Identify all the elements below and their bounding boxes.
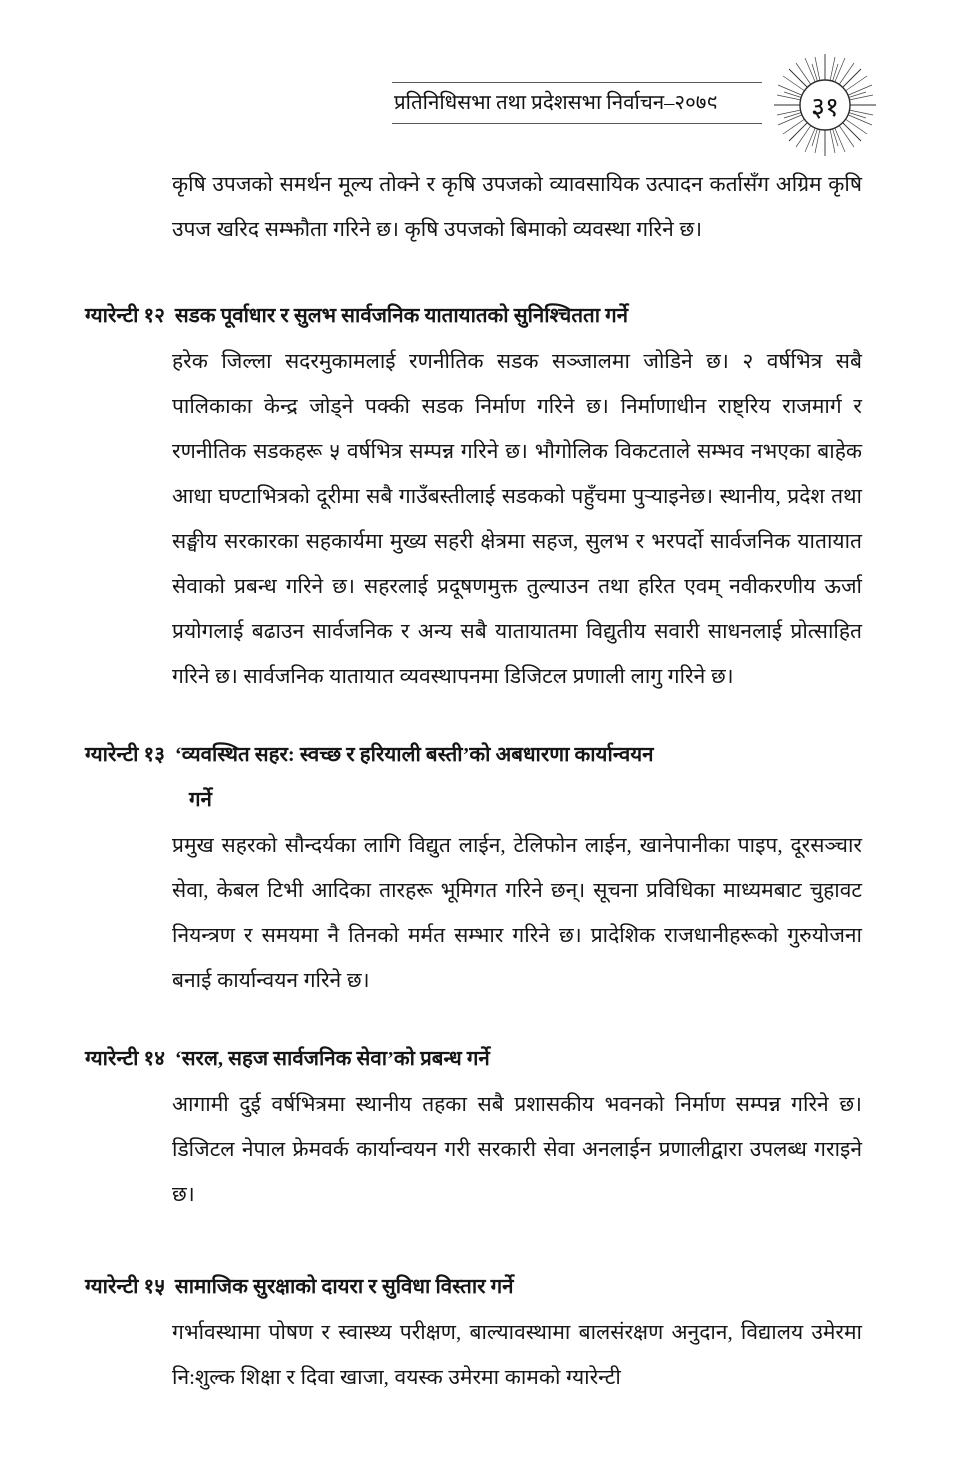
section-14-body: आगामी दुई वर्षभित्रमा स्थानीय तहका सबै प्रशासकीय भवनको निर्माण सम्पन्न गरिने छ। डिजिटल नेपाल फ्रेमवर्क कार्यान्वयन गरी सरकारी सेवा अनलाईन प्रणालीद्वारा उपलब्ध गराइने छ।	[172, 1092, 862, 1206]
header-title: प्रतिनिधिसभा तथा प्रदेशसभा निर्वाचन–२०७९	[394, 92, 718, 114]
section-13-title-continued: गर्ने	[189, 789, 212, 811]
header-title-block	[392, 82, 762, 124]
section-guarantee-14	[0, 1037, 975, 1217]
section-12-heading	[0, 294, 975, 339]
section-14-title: ‘सरल, सहज सार्वजनिक सेवा’को प्रबन्ध गर्ने	[174, 1048, 490, 1070]
section-13-body: प्रमुख सहरको सौन्दर्यका लागि विद्युत लाईन, टेलिफोन लाईन, खानेपानीका पाइप, दूरसञ्चार सेवा, केबल टिभी आदिका तारहरू भूमिगत गरिने छन्। सूचना प्रविधिका माध्यमबाट चुहावट नियन्त्रण र समयमा नै तिनको मर्मत सम्भार गरिने छ। प्रादेशिक राजधानीहरूको गुरुयोजना बनाई कार्यान्वयन गरिने छ।	[172, 833, 862, 992]
spacer	[0, 252, 975, 294]
section-12-body: हरेक जिल्ला सदरमुकामलाई रणनीतिक सडक सञ्जालमा जोडिने छ। २ वर्षभित्र सबै पालिकाका केन्द्र जोड्ने पक्की सडक निर्माण गरिने छ। निर्माणाधीन राष्ट्रिय राजमार्ग र रणनीतिक सडकहरू ५ वर्षभित्र सम्पन्न गरिने छ। भौगोलिक विकटताले सम्भव नभएका बाहेक आधा घण्टाभित्रको दूरीमा सबै गाउँबस्तीलाई सडकको पहुँचमा पुऱ्याइनेछ। स्थानीय, प्रदेश तथा सङ्घीय सरकारका सहकार्यमा मुख्य सहरी क्षेत्रमा सहज, सुलभ र भरपर्दो सार्वजनिक यातायात सेवाको प्रबन्ध गरिने छ। सहरलाई प्रदूषणमुक्त तुल्याउन तथा हरित एवम् नवीकरणीय ऊर्जा प्रयोगलाई बढाउन सार्वजनिक र अन्य सबै यातायातमा विद्युतीय सवारी साधनलाई प्रोत्साहित गरिने छ। सार्वजनिक यातायात व्यवस्थापनमा डिजिटल प्रणाली लागु गरिने छ।	[172, 349, 862, 688]
section-14-heading	[0, 1037, 975, 1082]
section-guarantee-13	[0, 733, 975, 1003]
section-15-label: ग्यारेन्टी १५	[85, 1276, 165, 1298]
section-12-label: ग्यारेन्टी १२	[85, 305, 165, 327]
spacer	[0, 699, 975, 733]
section-15-body: गर्भावस्थामा पोषण र स्वास्थ्य परीक्षण, बाल्यावस्थामा बालसंरक्षण अनुदान, विद्यालय उमेरमा नि:शुल्क शिक्षा र दिवा खाजा, वयस्क उमेरमा कामको ग्यारेन्टी	[172, 1320, 862, 1389]
section-12-title: सडक पूर्वाधार र सुलभ सार्वजनिक यातायातको सुनिश्चितता गर्ने	[174, 305, 629, 327]
intro-paragraph: कृषि उपजको समर्थन मूल्य तोक्ने र कृषि उपजको व्यावसायिक उत्पादन कर्तासँग अग्रिम कृषि उपज खरिद सम्झौता गरिने छ। कृषि उपजको बिमाको व्यवस्था गरिने छ।	[172, 172, 862, 241]
header-rule-bottom	[392, 123, 762, 124]
section-13-label: ग्यारेन्टी १३	[85, 744, 165, 766]
page-number-seal	[772, 52, 878, 158]
section-13-title: ‘व्यवस्थित सहर: स्वच्छ र हरियाली बस्ती’को अबधारणा कार्यान्वयन	[174, 744, 654, 766]
section-13-heading	[0, 733, 975, 823]
section-15-heading	[0, 1265, 975, 1310]
section-guarantee-12	[0, 294, 975, 699]
section-guarantee-15	[0, 1265, 975, 1400]
spacer	[0, 1217, 975, 1265]
section-15-title: सामाजिक सुरक्षाको दायरा र सुविधा विस्तार गर्ने	[174, 1276, 514, 1298]
spacer	[0, 1003, 975, 1037]
page-header	[0, 52, 975, 162]
page-content	[0, 162, 975, 1400]
page-number: ३१	[810, 91, 840, 122]
section-14-label: ग्यारेन्टी १४	[85, 1048, 165, 1070]
